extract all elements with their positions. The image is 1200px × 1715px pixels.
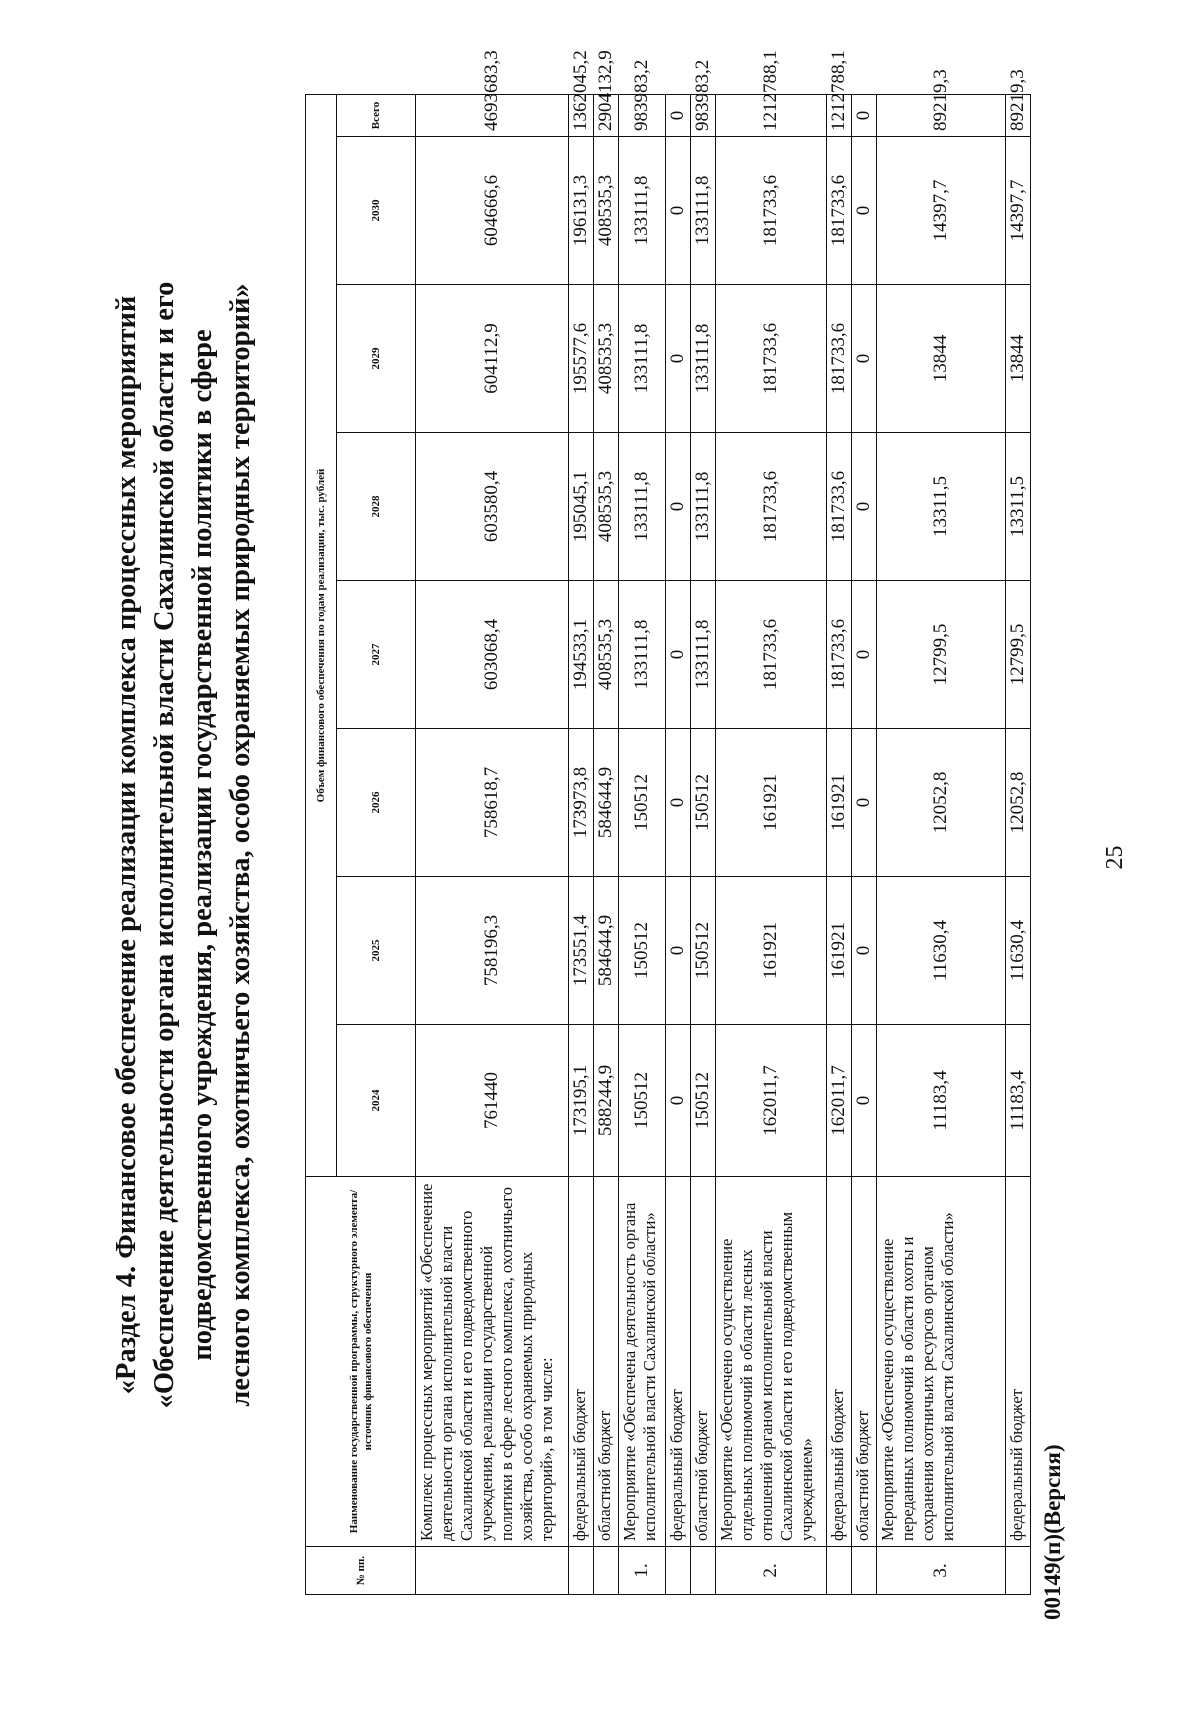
- row-year-value: 181733,6: [827, 285, 852, 433]
- row-year-value: 761440: [416, 1025, 569, 1177]
- row-number: [666, 1547, 691, 1595]
- row-year-value: 13311,5: [877, 433, 1006, 581]
- row-year-value: 588244,9: [594, 1025, 619, 1177]
- row-number: [827, 1547, 852, 1595]
- header-year: 2029: [337, 285, 416, 433]
- row-year-value: 195045,1: [569, 433, 594, 581]
- row-year-value: 0: [666, 729, 691, 877]
- row-total-value: 1362045,2: [569, 94, 594, 136]
- row-total-value: 983983,2: [691, 94, 716, 136]
- row-year-value: 162011,7: [827, 1025, 852, 1177]
- row-year-value: 181733,6: [716, 285, 827, 433]
- row-year-value: 14397,7: [1006, 137, 1031, 285]
- row-year-value: 0: [666, 1025, 691, 1177]
- page-number: 25: [1102, 845, 1128, 870]
- row-year-value: 150512: [619, 729, 666, 877]
- row-year-value: 150512: [691, 877, 716, 1025]
- row-year-value: 11183,4: [1006, 1025, 1031, 1177]
- row-year-value: 161921: [716, 729, 827, 877]
- table-row: [666, 94, 691, 1594]
- row-total-value: 1212788,1: [716, 94, 827, 136]
- row-year-value: 161921: [716, 877, 827, 1025]
- row-year-value: 133111,8: [619, 285, 666, 433]
- row-year-value: 603580,4: [416, 433, 569, 581]
- table-row: [416, 94, 569, 1594]
- table-row: [691, 94, 716, 1594]
- row-number: [416, 1547, 569, 1595]
- row-year-value: 173973,8: [569, 729, 594, 877]
- row-year-value: 0: [666, 285, 691, 433]
- row-total-value: 0: [852, 94, 877, 136]
- row-year-value: 161921: [827, 729, 852, 877]
- row-total-value: 89219,3: [877, 94, 1006, 136]
- row-number: [691, 1547, 716, 1595]
- table-row: [716, 94, 827, 1594]
- row-year-value: 14397,7: [877, 137, 1006, 285]
- row-year-value: 0: [852, 877, 877, 1025]
- row-year-value: 604112,9: [416, 285, 569, 433]
- row-year-value: 173195,1: [569, 1025, 594, 1177]
- row-number: [852, 1547, 877, 1595]
- section-title: [108, 215, 260, 1475]
- row-number: 3.: [877, 1547, 1006, 1595]
- financing-table: [305, 50, 1031, 1595]
- row-year-value: 604666,6: [416, 137, 569, 285]
- row-year-value: 13844: [1006, 285, 1031, 433]
- header-total: Всего: [337, 94, 416, 136]
- row-year-value: 181733,6: [827, 581, 852, 729]
- row-year-value: 408535,3: [594, 581, 619, 729]
- row-name: федеральный бюджет: [827, 1177, 852, 1547]
- row-year-value: 133111,8: [619, 137, 666, 285]
- row-year-value: 584644,9: [594, 877, 619, 1025]
- row-name: областной бюджет: [691, 1177, 716, 1547]
- row-number: [569, 1547, 594, 1595]
- row-year-value: 150512: [691, 1025, 716, 1177]
- row-year-value: 0: [852, 729, 877, 877]
- row-year-value: 133111,8: [619, 433, 666, 581]
- row-year-value: 0: [852, 285, 877, 433]
- row-year-value: 195577,6: [569, 285, 594, 433]
- row-number: [1006, 1547, 1031, 1595]
- row-year-value: 194533,1: [569, 581, 594, 729]
- row-total-value: 0: [666, 94, 691, 136]
- header-year: 2026: [337, 729, 416, 877]
- row-year-value: 0: [852, 581, 877, 729]
- header-year: 2024: [337, 1025, 416, 1177]
- row-year-value: 0: [666, 581, 691, 729]
- row-name: федеральный бюджет: [569, 1177, 594, 1547]
- row-total-value: 89219,3: [1006, 94, 1031, 136]
- row-name: областной бюджет: [594, 1177, 619, 1547]
- row-year-value: 150512: [619, 877, 666, 1025]
- row-name: федеральный бюджет: [1006, 1177, 1031, 1547]
- row-year-value: 181733,6: [827, 137, 852, 285]
- row-year-value: 133111,8: [691, 285, 716, 433]
- table-row: [852, 94, 877, 1594]
- table-row: [1006, 94, 1031, 1594]
- title-line: «Раздел 4. Финансовое обеспечение реализации комплекса процессных мероприятий: [111, 295, 142, 1395]
- table-row: [619, 94, 666, 1594]
- row-year-value: 150512: [619, 1025, 666, 1177]
- header-year: 2030: [337, 137, 416, 285]
- row-total-value: 2904132,9: [594, 94, 619, 136]
- row-year-value: 13844: [877, 285, 1006, 433]
- row-number: 1.: [619, 1547, 666, 1595]
- row-year-value: 161921: [827, 877, 852, 1025]
- table-row: [569, 94, 594, 1594]
- row-name: Мероприятие «Обеспечено осуществление переданных полномочий в области охоты и сохранения охотничьих ресурсов органом исполнительной власти Сахалинской области»: [877, 1177, 1006, 1547]
- row-year-value: 0: [666, 137, 691, 285]
- row-year-value: 11183,4: [877, 1025, 1006, 1177]
- row-name: Мероприятие «Обеспечено осуществление отдельных полномочий в области лесных отношений органом исполнительной власти Сахалинской области и его подведомственным учреждением»: [716, 1177, 827, 1547]
- row-year-value: 408535,3: [594, 285, 619, 433]
- row-year-value: 196131,3: [569, 137, 594, 285]
- header-year: 2027: [337, 581, 416, 729]
- row-year-value: 181733,6: [716, 137, 827, 285]
- row-year-value: 584644,9: [594, 729, 619, 877]
- row-year-value: 12052,8: [1006, 729, 1031, 877]
- row-year-value: 408535,3: [594, 137, 619, 285]
- row-year-value: 133111,8: [691, 433, 716, 581]
- table-row: [827, 94, 852, 1594]
- row-year-value: 408535,3: [594, 433, 619, 581]
- row-name: федеральный бюджет: [666, 1177, 691, 1547]
- row-year-value: 173551,4: [569, 877, 594, 1025]
- title-line: подведомственного учреждения, реализации государственной политики в сфере: [187, 329, 218, 1361]
- table-row: [877, 94, 1006, 1594]
- row-name: Комплекс процессных мероприятий «Обеспечение деятельности органа исполнительной власти Сахалинской области и его подведомственного учреждения, реализации государственной политики в сфере лесного комплекса, охотничьего хозяйства, особо охраняемых природных территорий», в том числе:: [416, 1177, 569, 1547]
- row-year-value: 133111,8: [619, 581, 666, 729]
- row-total-value: 983983,2: [619, 94, 666, 136]
- row-year-value: 181733,6: [827, 433, 852, 581]
- row-year-value: 758196,3: [416, 877, 569, 1025]
- row-year-value: 0: [852, 433, 877, 581]
- header-name: Наименование государственной программы, структурного элемента/источник финансового обеспечения: [306, 1177, 416, 1547]
- row-number: 2.: [716, 1547, 827, 1595]
- row-year-value: 133111,8: [691, 137, 716, 285]
- row-year-value: 13311,5: [1006, 433, 1031, 581]
- row-year-value: 162011,7: [716, 1025, 827, 1177]
- row-name: областной бюджет: [852, 1177, 877, 1547]
- row-year-value: 12799,5: [1006, 581, 1031, 729]
- row-year-value: 12052,8: [877, 729, 1006, 877]
- row-year-value: 181733,6: [716, 581, 827, 729]
- header-year: 2028: [337, 433, 416, 581]
- title-line: «Обеспечение деятельности органа исполнительной власти Сахалинской области и его: [149, 281, 180, 1409]
- row-year-value: 11630,4: [877, 877, 1006, 1025]
- row-year-value: 0: [852, 137, 877, 285]
- row-year-value: 11630,4: [1006, 877, 1031, 1025]
- table-row: [594, 94, 619, 1594]
- row-total-value: 1212788,1: [827, 94, 852, 136]
- row-total-value: 4693683,3: [416, 94, 569, 136]
- row-year-value: 181733,6: [716, 433, 827, 581]
- row-year-value: 0: [666, 433, 691, 581]
- row-number: [594, 1547, 619, 1595]
- header-volume: Объем финансового обеспечения по годам реализации, тыс. рублей: [306, 94, 337, 1176]
- document-code: 00149(п)(Версия): [1040, 1444, 1065, 1620]
- row-year-value: 0: [666, 877, 691, 1025]
- row-name: Мероприятие «Обеспечена деятельность органа исполнительной власти Сахалинской области»: [619, 1177, 666, 1547]
- header-year: 2025: [337, 877, 416, 1025]
- row-year-value: 0: [852, 1025, 877, 1177]
- row-year-value: 758618,7: [416, 729, 569, 877]
- row-year-value: 133111,8: [691, 581, 716, 729]
- header-num: № пп.: [306, 1547, 416, 1595]
- row-year-value: 603068,4: [416, 581, 569, 729]
- row-year-value: 12799,5: [877, 581, 1006, 729]
- row-year-value: 150512: [691, 729, 716, 877]
- title-line: лесного комплекса, охотничьего хозяйства, особо охраняемых природных территорий»: [225, 283, 256, 1407]
